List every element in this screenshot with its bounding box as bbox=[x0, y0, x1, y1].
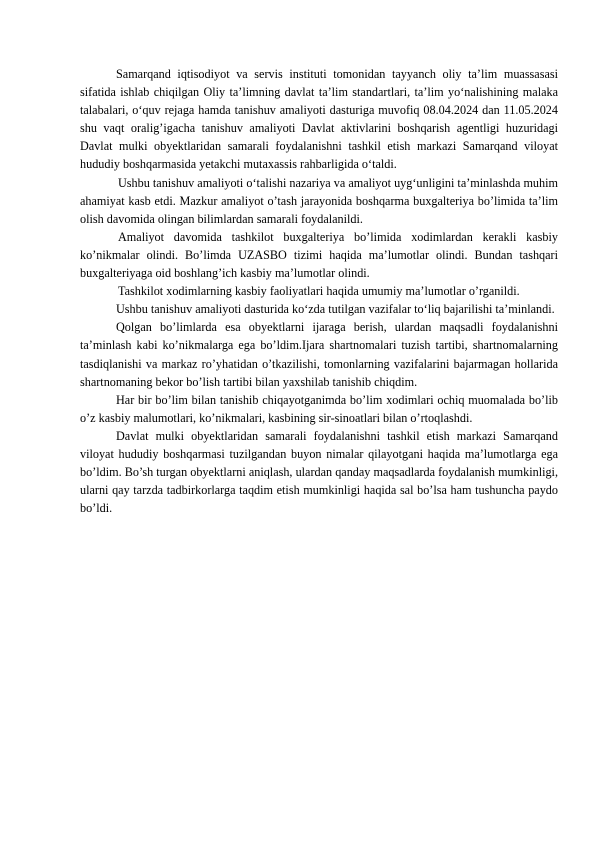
paragraph-lease-contracts: Qolgan bo’limlarda esa obyektlarni ijaraga berish, ulardan maqsadli foydalanishni ta’minlash kabi ko’nikmalarga ega bo’ldim.Ijara shartnomalari tuzish tartibi, shartnomalarning tasdiqlanishi va markaz ro’yhatidan o’tkazilishi, tomonlarning vazifalarini bajarmagan hollarida shartnomaning bekor bo’lish tartibi bilan yaxshilab tanishib chiqdim. bbox=[80, 320, 558, 389]
paragraph-conclusion: Davlat mulki obyektlaridan samarali foydalanishni tashkil etish markazi Samarqand viloyat hududiy boshqarmasi tuzilgandan buyon nimalar qilayotgani haqida ma’lumotlarga ega bo’ldim. Bo’sh turgan obyektlarni aniqlash, ulardan qanday maqsadlarda foydalanish mumkinligi, ularni qay tarzda tadbirkorlarga taqdim etish mumkinligi haqida sal bo’lsa ham tushuncha paydo bo’ldi. bbox=[80, 428, 558, 516]
document-body bbox=[80, 65, 558, 517]
paragraph-staff-activities: Tashkilot xodimlarning kasbiy faoliyatlari haqida umumiy ma’lumotlar o’rganildi. bbox=[118, 284, 520, 299]
paragraph-accounting-skills: Amaliyot davomida tashkilot buxgalteriya bo’limida xodimlardan kerakli kasbiy ko’nikmalar olindi. Bo’limda UZASBO tizimi haqida ma’lumotlar olindi. Bundan tashqari buxgalteriyaga oid boshlang’ich kasbiy ma’lumotlar olindi. bbox=[80, 229, 558, 281]
paragraph-tasks-completed: Ushbu tanishuv amaliyoti dasturida ko‘zda tutilgan vazifalar to‘liq bajarilishi ta’minlandi. bbox=[116, 302, 555, 317]
paragraph-department-staff: Har bir bo’lim bilan tanishib chiqayotganimda bo’lim xodimlari ochiq muomalada bo’lib o’z kasbiy malumotlari, ko’nikmalari, kasbining sir-sinoatlari bilan o’rtoqlashdi. bbox=[80, 392, 558, 425]
paragraph-significance: Ushbu tanishuv amaliyoti o‘talishi nazariya va amaliyot uyg‘unligini ta’minlashda muhim ahamiyat kasb etdi. Mazkur amaliyot o’tash jarayonida boshqarma buxgalteriya bo’limida ta’lim olish davomida olingan bilimlardan samarali foydalanildi. bbox=[80, 175, 558, 226]
paragraph-intro: Samarqand iqtisodiyot va servis instituti tomonidan tayyanch oliy ta’lim muassasasi sifatida ishlab chiqilgan Oliy ta’limning davlat ta’lim standartlari, ta’lim yo‘nalishining malaka talabalari, o‘quv rejaga hamda tanishuv amaliyoti dasturiga muvofiq 08.04.2024 dan 11.05.2024 shu vaqt oralig’igacha tanishuv amaliyoti Davlat aktivlarini boshqarish agentligi huzuridagi Davlat mulki obyektlaridan samarali foydalanishni tashkil etish markazi Samarqand viloyat hududiy boshqarmasida yetakchi mutaxassis rahbarligida o‘taldi. bbox=[80, 67, 558, 172]
